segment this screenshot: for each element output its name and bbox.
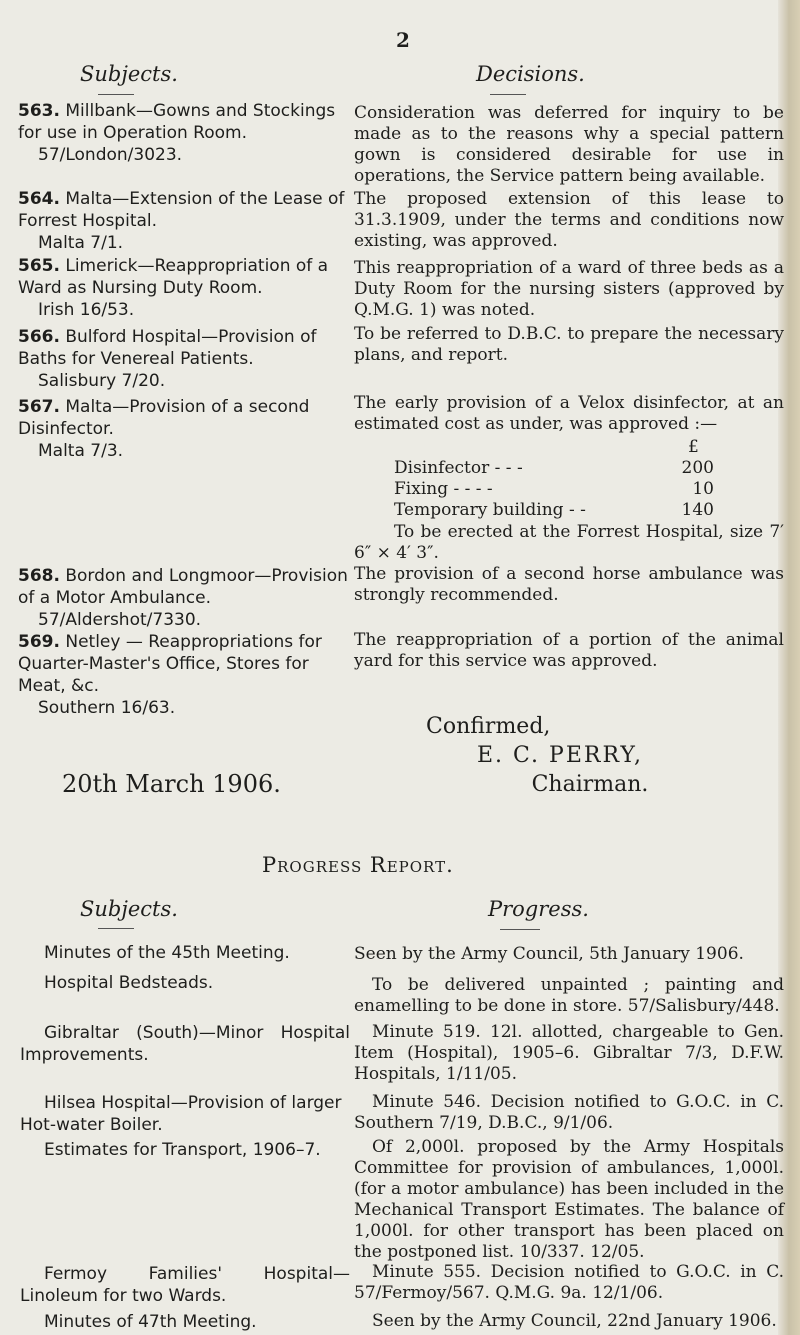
- page-number: 2: [396, 28, 410, 52]
- decision-text: Consideration was deferred for inquiry to be made as to the reasons why a special pattern gown is considered desirable for use in operations, the Service pattern being available.: [354, 103, 784, 186]
- item-number: 563.: [18, 101, 60, 121]
- item-title: Bulford Hospital—Provision of Baths for Venereal Patients.: [18, 327, 317, 369]
- item-title: Malta—Provision of a second Disinfector.: [18, 397, 310, 439]
- confirmed-label: Confirmed,: [426, 714, 551, 739]
- decisions-heading: Decisions.: [476, 62, 585, 86]
- cost-amount: 10: [692, 479, 714, 499]
- item-title: Malta—Extension of the Lease of Forrest Hospital.: [18, 189, 345, 231]
- progress-subject: Minutes of the 45th Meeting.: [44, 943, 290, 963]
- cost-row: [394, 479, 714, 499]
- signoff-block: [410, 712, 710, 799]
- item-title: Millbank—Gowns and Stockings for use in Operation Room.: [18, 101, 336, 143]
- cost-row: [394, 458, 714, 478]
- progress-text: Minute 555. Decision notified to G.O.C. in C. 57/Fermoy/567. Q.M.G. 9a. 12/1/06.: [354, 1262, 784, 1303]
- item-number: 567.: [18, 397, 60, 417]
- decision-text: The provision of a second horse ambulance was strongly recommended.: [354, 564, 784, 605]
- heading-rule: [490, 94, 526, 95]
- item-title: Netley — Reappropriations for Quarter-Master's Office, Stores for Meat, &c.: [18, 632, 322, 696]
- cost-amount: 200: [681, 458, 714, 478]
- item-ref: Salisbury 7/20.: [38, 371, 166, 391]
- subject-entry: [18, 631, 348, 719]
- progress-text: Minute 519. 12l. allotted, chargeable to Gen. Item (Hospital), 1905–6. Gibraltar 7/3, D.F.W. Hospitals, 1/11/05.: [354, 1022, 784, 1084]
- progress-heading: Progress.: [488, 897, 589, 921]
- decision-text: The proposed extension of this lease to 31.3.1909, under the terms and conditions now existing, was approved.: [354, 189, 784, 251]
- item-number: 565.: [18, 256, 60, 276]
- progress-subjects-heading: Subjects.: [80, 897, 178, 921]
- progress-subject: Fermoy Families' Hospital—Linoleum for two Wards.: [20, 1264, 350, 1306]
- item-title: Bordon and Longmoor—Provision of a Motor Ambulance.: [18, 566, 348, 608]
- subjects-heading: Subjects.: [80, 62, 178, 86]
- subject-entry: [18, 396, 348, 462]
- item-title: Limerick—Reappropriation of a Ward as Nursing Duty Room.: [18, 256, 329, 298]
- item-number: 569.: [18, 632, 60, 652]
- item-number: 564.: [18, 189, 60, 209]
- item-ref: 57/London/3023.: [38, 145, 183, 165]
- progress-subject: Hospital Bedsteads.: [44, 973, 214, 993]
- currency-symbol: £: [688, 437, 699, 457]
- progress-subject: Hilsea Hospital—Provision of larger Hot-water Boiler.: [20, 1093, 342, 1135]
- cost-amount: 140: [681, 500, 714, 520]
- heading-rule: [98, 928, 134, 929]
- progress-text: Of 2,000l. proposed by the Army Hospitals Committee for provision of ambulances, 1,000l. (for a motor ambulance) has been included in the Mechanical Transport Estimates. The balance of 1,000l. for other transport has been placed on the postponed list. 10/337. 12/05.: [354, 1137, 784, 1262]
- meeting-date: 20th March 1906.: [62, 770, 281, 798]
- item-ref: Irish 16/53.: [38, 300, 135, 320]
- progress-text: Seen by the Army Council, 5th January 1906.: [354, 944, 744, 964]
- cost-note: To be erected at the Forrest Hospital, size 7′ 6″ × 4′ 3″.: [354, 522, 784, 563]
- heading-rule: [500, 929, 540, 930]
- progress-subject: Estimates for Transport, 1906–7.: [44, 1140, 321, 1160]
- item-ref: Malta 7/1.: [38, 233, 124, 253]
- progress-text: Minute 546. Decision notified to G.O.C. in C. Southern 7/19, D.B.C., 9/1/06.: [354, 1092, 784, 1133]
- signatory-name: E. C. PERRY,: [476, 743, 644, 768]
- cost-row: [394, 500, 714, 520]
- decision-text: The early provision of a Velox disinfector, at an estimated cost as under, was approved :—: [354, 393, 784, 434]
- heading-rule: [98, 94, 134, 95]
- cost-label: Temporary building - -: [394, 500, 586, 520]
- subject-entry: [18, 188, 348, 254]
- subject-entry: [18, 326, 348, 392]
- decision-text: The reappropriation of a portion of the animal yard for this service was approved.: [354, 630, 784, 671]
- progress-subject: Minutes of 47th Meeting.: [44, 1312, 257, 1332]
- signatory-title: Chairman.: [531, 772, 649, 797]
- cost-label: Fixing - - - -: [394, 479, 493, 499]
- item-number: 566.: [18, 327, 60, 347]
- item-ref: 57/Aldershot/7330.: [38, 610, 202, 630]
- progress-report-title: Progress Report.: [262, 853, 454, 877]
- subject-entry: [18, 565, 348, 631]
- item-ref: Southern 16/63.: [38, 698, 176, 718]
- decision-text: To be referred to D.B.C. to prepare the necessary plans, and report.: [354, 324, 784, 365]
- subject-entry: [18, 100, 348, 166]
- progress-text: Seen by the Army Council, 22nd January 1906.: [372, 1311, 777, 1331]
- subject-entry: [18, 255, 348, 321]
- progress-subject: Gibraltar (South)—Minor Hospital Improvements.: [20, 1023, 350, 1065]
- decision-text: This reappropriation of a ward of three beds as a Duty Room for the nursing sisters (approved by Q.M.G. 1) was noted.: [354, 258, 784, 320]
- item-number: 568.: [18, 566, 60, 586]
- cost-label: Disinfector - - -: [394, 458, 523, 478]
- item-ref: Malta 7/3.: [38, 441, 124, 461]
- progress-text: To be delivered unpainted ; painting and enamelling to be done in store. 57/Salisbury/448.: [354, 975, 784, 1016]
